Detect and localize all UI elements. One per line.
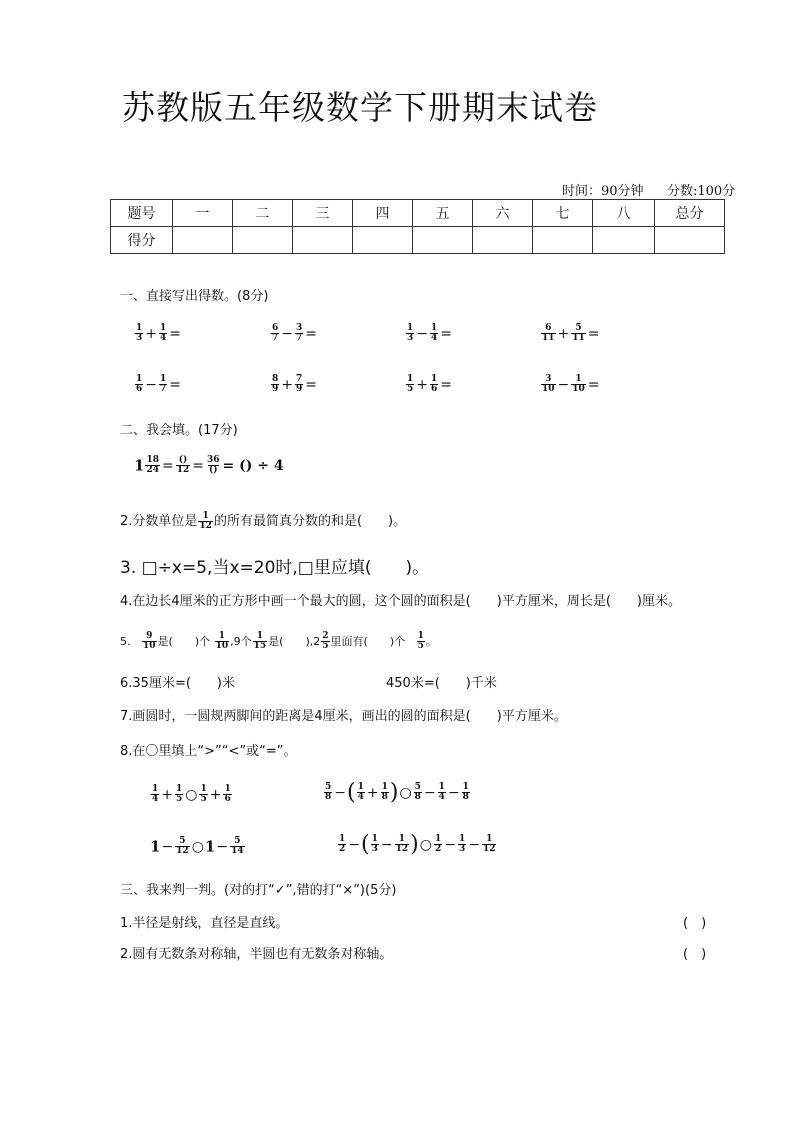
fraction: $\frac{7}{9}$ [296, 373, 303, 394]
question-2-6b: 450米=( )千米 [386, 676, 497, 691]
section1-title: 一、直接写出得数。(8分) [120, 289, 269, 304]
fraction: $\frac{2}{5}$ [322, 631, 329, 652]
calc-item [270, 374, 318, 394]
question-2-8: 8.在〇里填上“>”“<”或“=”。 [120, 744, 297, 759]
fraction: $\frac{1}{10}$ [215, 631, 229, 652]
judge-item-1: 1.半径是射线，直径是直线。 [120, 916, 289, 931]
equals-sign: = [169, 325, 181, 342]
fraction: $\frac{1}{15}$ [253, 631, 267, 652]
question-2-7: 7.画圆时，一圆规两脚间的距离是4厘米，画出的圆的面积是( )平方厘米。 [120, 709, 567, 724]
score-table-header-row [111, 200, 725, 227]
calc-item [405, 374, 453, 394]
calc-item [405, 323, 453, 343]
fraction: $\frac{1}{4}$ [160, 322, 167, 343]
fraction: $\frac{8}{9}$ [272, 373, 279, 394]
fraction: $\frac{1}{6}$ [431, 373, 438, 394]
exam-time: 时间：90分钟 [562, 184, 644, 199]
score-cell[interactable] [173, 227, 233, 254]
score-cell[interactable] [473, 227, 533, 254]
compare-expression-a: $\frac{1}{4}$ + $\frac{1}{5}$ ○ $\frac{1}{5}$ + $\frac{1}{6}$ [152, 783, 231, 804]
fraction: $\frac{5}{11}$ [572, 322, 585, 343]
header-cell: 一 [173, 200, 233, 227]
header-cell: 三 [293, 200, 353, 227]
exam-total-score: 分数:100分 [667, 184, 736, 199]
operator: + [557, 325, 570, 342]
question-2-5 [120, 632, 437, 652]
score-cell[interactable] [293, 227, 353, 254]
score-table [110, 199, 725, 254]
question-2-6a: 6.35厘米=( )米 [120, 676, 235, 691]
header-cell: 题号 [111, 200, 173, 227]
row-label: 得分 [111, 227, 173, 254]
question-text: 2.分数单位是 [120, 514, 198, 529]
fraction: $\frac{1}{10}$ [572, 373, 585, 394]
equals-sign: = [440, 325, 452, 342]
section3-title: 三、我来判一判。(对的打“✓”,错的打“×”)(5分) [120, 883, 397, 898]
fraction: $\frac{6}{11}$ [542, 322, 555, 343]
header-cell: 四 [353, 200, 413, 227]
score-cell[interactable] [353, 227, 413, 254]
fraction: $\frac{1}{4}$ [431, 322, 438, 343]
score-cell[interactable] [655, 227, 725, 254]
question-text: 的所有最简真分数的和是( )。 [213, 514, 407, 529]
calc-item [540, 374, 601, 394]
question-2-2 [120, 510, 406, 531]
question-2-3: 3. □÷x=5,当x=20时,□里应填( )。 [120, 558, 430, 578]
equals-sign: = [587, 325, 600, 342]
judge-blank-2[interactable]: ( ) [683, 947, 707, 962]
compare-expression-d: $\frac{1}{2}$ −( $\frac{1}{3}$ − $\frac{1}{12}$ )○ $\frac{1}{2}$ − $\frac{1}{3}$ − $\frac{1}{12}$ [339, 832, 496, 857]
calc-item [134, 323, 182, 343]
header-cell: 七 [533, 200, 593, 227]
question-text: 。 [425, 634, 437, 648]
operator: + [281, 376, 293, 393]
calc-item [270, 323, 318, 343]
question-text: 是( ),2 [268, 634, 321, 648]
fraction: $\frac{1}{12}$ [199, 510, 212, 531]
fraction: $\frac{36}{()}$ [206, 454, 220, 475]
operator: + [145, 325, 157, 342]
fraction: $\frac{3}{10}$ [542, 373, 555, 394]
equals-sign: = [305, 376, 317, 393]
header-cell: 总分 [655, 200, 725, 227]
fraction: $\frac{9}{10}$ [143, 631, 156, 652]
fraction: $\frac{18}{24}$ [146, 454, 159, 475]
calc-item [540, 323, 601, 343]
question-text: 里面有( )个 [330, 634, 406, 648]
equals-sign: = [169, 376, 181, 393]
fraction: $\frac{1}{7}$ [160, 373, 167, 394]
calc-item [134, 374, 182, 394]
operator: − [281, 325, 293, 342]
fraction: $\frac{6}{7}$ [272, 322, 279, 343]
score-cell[interactable] [233, 227, 293, 254]
mixed-whole: 1 [134, 456, 145, 475]
judge-blank-1[interactable]: ( ) [683, 916, 707, 931]
score-cell[interactable] [593, 227, 655, 254]
fraction: $\frac{1}{3}$ [407, 322, 414, 343]
score-table-score-row [111, 227, 725, 254]
fraction: $\frac{3}{7}$ [296, 322, 303, 343]
operator: − [145, 376, 157, 393]
page-title: 苏教版五年级数学下册期末试卷 [122, 88, 598, 127]
equals-sign: = [305, 325, 317, 342]
header-cell: 六 [473, 200, 533, 227]
operator: − [416, 325, 428, 342]
operator: − [557, 376, 570, 393]
operator: + [416, 376, 428, 393]
compare-expression-b: $\frac{5}{8}$ −( $\frac{1}{4}$ + $\frac{1}{8}$ )○ $\frac{5}{8}$ − $\frac{1}{4}$ − $\frac{1}{8}$ [325, 780, 469, 805]
fraction: $\frac{1}{3}$ [136, 322, 143, 343]
fraction: $\frac{1}{6}$ [136, 373, 143, 394]
fraction: $\frac{1}{5}$ [417, 631, 424, 652]
header-cell: 五 [413, 200, 473, 227]
score-cell[interactable] [413, 227, 473, 254]
fraction: $\frac{1}{5}$ [407, 373, 414, 394]
header-cell: 八 [593, 200, 655, 227]
equals-sign: = [587, 376, 600, 393]
compare-expression-c: 1− $\frac{5}{12}$ ○1− $\frac{5}{14}$ [150, 835, 244, 856]
section2-title: 二、我会填。(17分) [120, 423, 238, 438]
fraction: $\frac{()}{12}$ [176, 454, 190, 475]
question-2-4: 4.在边长4厘米的正方形中画一个最大的圆，这个圆的面积是( )平方厘米，周长是( )厘米。 [120, 594, 681, 609]
question-text: 是( )个 [157, 634, 211, 648]
judge-item-2: 2.圆有无数条对称轴，半圆也有无数条对称轴。 [120, 947, 393, 962]
header-cell: 二 [233, 200, 293, 227]
question-text: ,9个 [230, 634, 252, 648]
score-cell[interactable] [533, 227, 593, 254]
question-2-1: 1 $\frac{18}{24}$ = $\frac{()}{12}$ = $\frac{36}{()}$ = () ÷ 4 [134, 454, 284, 475]
question-number: 5. [120, 634, 131, 648]
expression-tail: = () ÷ 4 [222, 457, 284, 474]
equals-sign: = [440, 376, 452, 393]
